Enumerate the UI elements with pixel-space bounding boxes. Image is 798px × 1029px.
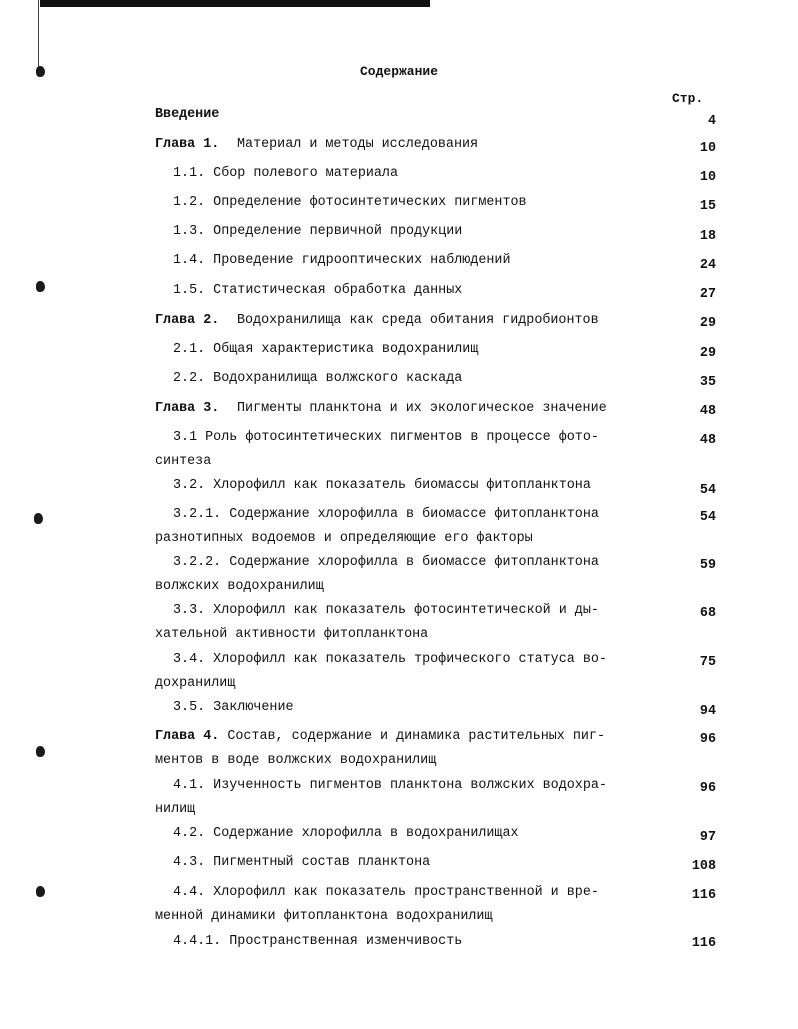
page-number: 48 xyxy=(699,433,716,448)
toc-label-line2: дохранилищ xyxy=(155,676,236,691)
page-number: 59 xyxy=(699,558,716,573)
toc-label-line2: менной динамики фитопланктона водохранилищ xyxy=(155,909,493,924)
hole-punch-mark xyxy=(36,746,45,757)
toc-label-line1: 3.2.1. Содержание хлорофилла в биомассе фитопланктона xyxy=(173,507,599,522)
toc-item-chapter-1 xyxy=(0,133,798,155)
toc-label-line1 xyxy=(155,729,605,744)
toc-label-line1: 3.1 Роль фотосинтетических пигментов в процессе фото- xyxy=(173,430,599,445)
toc-label: 1.5. Статистическая обработка данных xyxy=(173,283,463,298)
toc-label: 1.2. Определение фотосинтетических пигментов xyxy=(173,195,527,210)
toc-label: 4.3. Пигментный состав планктона xyxy=(173,855,431,870)
toc-item-section xyxy=(0,191,798,213)
toc-label-text: Состав, содержание и динамика растительных пиг- xyxy=(227,729,606,744)
toc-item-section xyxy=(0,279,798,301)
toc-item-chapter-3 xyxy=(0,397,798,419)
page-number: 75 xyxy=(699,655,716,670)
toc-label-line1: 3.3. Хлорофилл как показатель фотосинтетической и ды- xyxy=(173,603,599,618)
chapter-prefix: Глава 1. xyxy=(155,137,220,152)
chapter-prefix: Глава 4. xyxy=(155,729,220,744)
page-number: 108 xyxy=(691,859,716,874)
toc-label-line2: хательной активности фитопланктона xyxy=(155,627,429,642)
toc-item-section xyxy=(0,696,798,718)
page-number: 116 xyxy=(691,888,716,903)
page-number: 24 xyxy=(699,258,716,273)
scan-margin-line xyxy=(38,0,39,70)
page-number: 96 xyxy=(699,781,716,796)
toc-item-intro xyxy=(0,103,798,129)
toc-item-section xyxy=(0,930,798,952)
toc-label: 1.4. Проведение гидрооптических наблюдений xyxy=(173,253,511,268)
page-number: 29 xyxy=(699,346,716,361)
page-number: 27 xyxy=(699,287,716,302)
toc-item-wrapped xyxy=(155,551,679,599)
page-number: 4 xyxy=(707,114,716,129)
hole-punch-mark xyxy=(36,886,45,897)
toc-label: 3.2. Хлорофилл как показатель биомассы фитопланктона xyxy=(173,478,591,493)
toc-item-section xyxy=(0,851,798,873)
toc-label: Введение xyxy=(155,107,220,122)
toc-item-section xyxy=(0,367,798,389)
toc-label-line2: разнотипных водоемов и определяющие его факторы xyxy=(155,531,533,546)
toc-label-line1: 4.4. Хлорофилл как показатель пространственной и вре- xyxy=(173,885,599,900)
toc-item-wrapped xyxy=(155,774,679,822)
toc-label-line1: 3.4. Хлорофилл как показатель трофического статуса во- xyxy=(173,652,607,667)
toc-label: Пигменты планктона и их экологическое значение xyxy=(237,401,607,416)
page-number: 10 xyxy=(699,170,716,185)
toc-label: 1.3. Определение первичной продукции xyxy=(173,224,463,239)
toc-item-section xyxy=(0,249,798,271)
toc-item-wrapped xyxy=(155,599,679,647)
document-title: Содержание xyxy=(359,64,438,79)
toc-item-wrapped xyxy=(155,881,679,929)
hole-punch-mark xyxy=(34,513,43,524)
scan-edge-bar xyxy=(40,0,430,7)
toc-label: Водохранилища как среда обитания гидробионтов xyxy=(237,313,599,328)
toc-label: 2.1. Общая характеристика водохранилищ xyxy=(173,342,479,357)
page-number: 15 xyxy=(699,199,716,214)
toc-item-chapter-4 xyxy=(155,725,679,773)
page-number: 94 xyxy=(699,704,716,719)
page-number: 96 xyxy=(699,732,716,747)
toc-item-chapter-2 xyxy=(0,309,798,331)
toc-item-wrapped xyxy=(155,426,679,474)
page-number: 54 xyxy=(699,510,716,525)
toc-item-wrapped xyxy=(155,503,679,551)
toc-item-section xyxy=(0,822,798,844)
toc-label: 4.4.1. Пространственная изменчивость xyxy=(173,934,463,949)
toc-label-line2: нилищ xyxy=(155,802,196,817)
page-number: 48 xyxy=(699,404,716,419)
toc-label: 1.1. Сбор полевого материала xyxy=(173,166,398,181)
page-number: 68 xyxy=(699,606,716,621)
toc-label-line2: ментов в воде волжских водохранилищ xyxy=(155,753,437,768)
toc-label-line1: 3.2.2. Содержание хлорофилла в биомассе фитопланктона xyxy=(173,555,599,570)
toc-label-line1: 4.1. Изученность пигментов планктона волжских водохра- xyxy=(173,778,607,793)
page-number: 18 xyxy=(699,229,716,244)
page-number: 29 xyxy=(699,316,716,331)
page-number: 35 xyxy=(699,375,716,390)
toc-item-wrapped xyxy=(155,648,679,696)
toc-label: 3.5. Заключение xyxy=(173,700,294,715)
page-column-header: Стр. xyxy=(672,91,704,106)
toc-label: 2.2. Водохранилища волжского каскада xyxy=(173,371,463,386)
toc-label-line2: синтеза xyxy=(155,454,212,469)
page-number: 10 xyxy=(699,141,716,156)
page-number: 97 xyxy=(699,830,716,845)
toc-label: 4.2. Содержание хлорофилла в водохранилищах xyxy=(173,826,519,841)
toc-item-section xyxy=(0,220,798,242)
toc-item-section xyxy=(0,162,798,184)
toc-item-section xyxy=(0,474,798,496)
chapter-prefix: Глава 2. xyxy=(155,313,220,328)
page-number: 54 xyxy=(699,483,716,498)
chapter-prefix: Глава 3. xyxy=(155,401,220,416)
toc-label: Материал и методы исследования xyxy=(237,137,479,152)
toc-label-line2: волжских водохранилищ xyxy=(155,579,324,594)
toc-item-section xyxy=(0,338,798,360)
page-number: 116 xyxy=(691,936,716,951)
